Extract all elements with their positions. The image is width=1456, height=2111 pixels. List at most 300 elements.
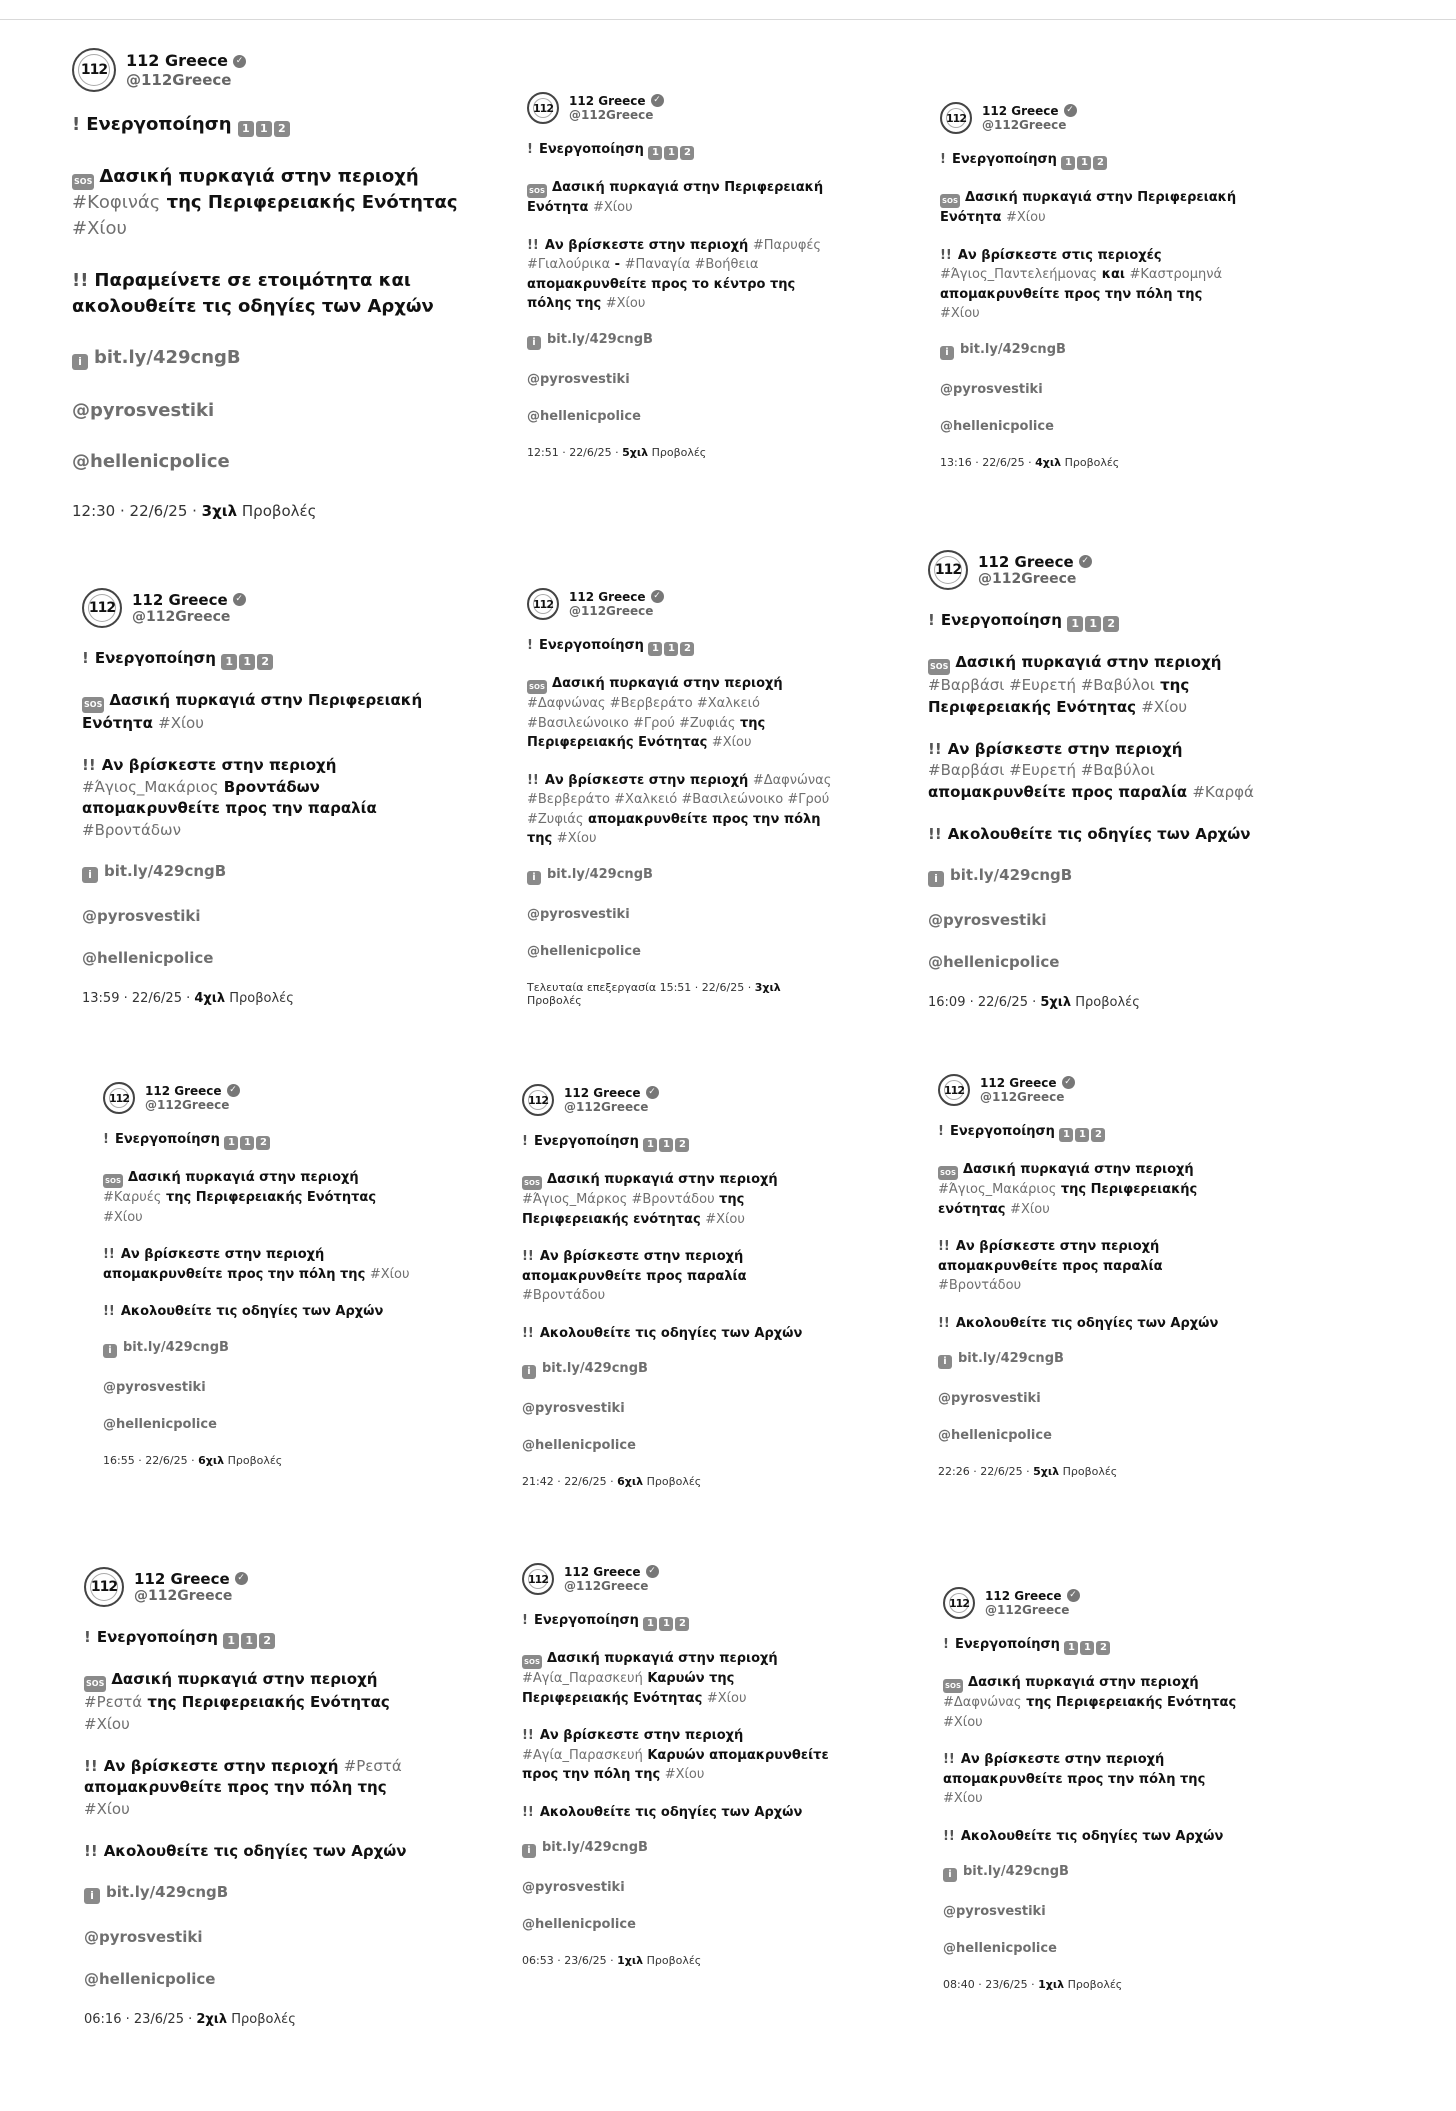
account-handle[interactable]: @112Greece	[145, 1098, 230, 1112]
keycap-icon: 1	[223, 1633, 239, 1649]
warning-text	[522, 1726, 832, 1785]
hashtag-link[interactable]: #Βαρβάσι #Ευρετή #Βαβύλοι	[928, 761, 1155, 780]
account-name-row[interactable]	[569, 94, 664, 108]
mention-pyrosvestiki[interactable]: @pyrosvestiki	[522, 1880, 625, 1895]
activation-line	[940, 150, 1240, 170]
exclamation-icon: !	[928, 611, 935, 629]
post-meta	[943, 1978, 1243, 1991]
text-segment: Δασική πυρκαγιά στην περιοχή	[547, 1172, 778, 1187]
verified-badge-icon: ✓	[651, 94, 664, 107]
hashtag-link[interactable]: #Χίου	[592, 200, 633, 215]
views-count: 2χιλ	[196, 2011, 228, 2027]
account-name-row[interactable]	[978, 553, 1092, 571]
info-link[interactable]	[103, 1340, 413, 1358]
post-meta	[527, 446, 837, 459]
keycap-icon: 1	[1061, 156, 1075, 170]
activation-line	[527, 636, 837, 656]
double-exclamation-icon: !!	[928, 824, 942, 843]
account-name[interactable]: 112 Greece	[564, 1564, 641, 1579]
link-text[interactable]: bit.ly/429cngB	[950, 865, 1073, 884]
views-label: Προβολές	[527, 993, 582, 1007]
warning-text	[84, 1756, 434, 1821]
verified-badge-icon: ✓	[651, 590, 664, 603]
double-exclamation-icon: !!	[928, 739, 942, 758]
post-timestamp[interactable]: 12:51 · 22/6/25 ·	[527, 445, 623, 459]
info-link[interactable]	[938, 1351, 1238, 1369]
post-header	[527, 92, 837, 124]
mention-hellenicpolice[interactable]: @hellenicpolice	[928, 952, 1060, 971]
warning-text	[103, 1245, 413, 1284]
activation-line	[84, 1627, 434, 1649]
follow-text: Ακολουθείτε τις οδηγίες των Αρχών	[947, 824, 1251, 843]
verified-badge-icon: ✓	[1067, 1589, 1080, 1602]
info-link[interactable]	[84, 1883, 434, 1904]
post-9[interactable]	[938, 1074, 1238, 1478]
account-ids	[982, 104, 1077, 133]
account-ids	[134, 1570, 248, 1605]
post-meta	[940, 456, 1240, 469]
account-handle[interactable]: @112Greece	[564, 1579, 649, 1593]
keycap-icon: 2	[675, 1617, 689, 1631]
mention-hellenicpolice[interactable]: @hellenicpolice	[522, 1917, 636, 1932]
activation-line	[928, 610, 1258, 632]
hashtag-link[interactable]: #Χίου	[940, 306, 980, 321]
account-ids	[980, 1076, 1075, 1105]
activation-line	[103, 1130, 413, 1150]
activation-label: Ενεργοποίηση	[114, 1132, 220, 1147]
hashtag-link[interactable]: #Δαφνώνας #Βερβεράτο #Χαλκειό #Βασιλεώνοικο #Γρού #Ζυφιάς	[527, 696, 760, 731]
activation-label: Ενεργοποίηση	[538, 142, 644, 157]
sos-icon: SOS	[527, 680, 547, 694]
keycap-icon: 1	[1080, 1641, 1094, 1655]
text-segment: Αν βρίσκεστε στην περιοχή	[544, 237, 753, 253]
information-icon: i	[103, 1344, 117, 1358]
post-3[interactable]	[940, 102, 1240, 469]
sos-icon: SOS	[928, 659, 950, 675]
hashtag-link[interactable]: #Χίου	[72, 218, 127, 240]
post-timestamp[interactable]: 06:16 · 23/6/25 ·	[84, 2011, 197, 2027]
account-name[interactable]: 112 Greece	[126, 51, 229, 71]
post-header	[938, 1074, 1238, 1106]
post-header	[928, 550, 1258, 590]
info-link[interactable]	[522, 1840, 832, 1858]
avatar[interactable]: 112	[928, 550, 968, 590]
account-handle[interactable]: @112Greece	[132, 608, 231, 625]
post-timestamp[interactable]: 06:53 · 23/6/25 ·	[522, 1954, 618, 1967]
sos-icon: SOS	[940, 194, 960, 208]
sos-icon: SOS	[84, 1676, 106, 1692]
keycap-icon: 2	[257, 654, 273, 670]
post-timestamp[interactable]: 16:09 · 22/6/25 ·	[928, 994, 1041, 1010]
mention-pyrosvestiki[interactable]: @pyrosvestiki	[84, 1927, 203, 1946]
hashtag-link[interactable]: #Καρφά	[1192, 783, 1254, 801]
post-timestamp[interactable]: 12:30 · 22/6/25 ·	[72, 501, 202, 520]
follow-text: Ακολουθείτε τις οδηγίες των Αρχών	[960, 1828, 1224, 1844]
post-timestamp[interactable]: 08:40 · 23/6/25 ·	[943, 1978, 1039, 1991]
mention-hellenicpolice[interactable]: @hellenicpolice	[82, 948, 214, 967]
text-segment: Αν βρίσκεστε στην περιοχή	[544, 772, 753, 788]
exclamation-icon: !	[943, 1637, 949, 1652]
link-text[interactable]: bit.ly/429cngB	[963, 1864, 1069, 1879]
mention-pyrosvestiki[interactable]: @pyrosvestiki	[72, 399, 215, 421]
double-exclamation-icon: !!	[522, 1728, 534, 1743]
post-meta	[72, 502, 472, 520]
hashtag-link[interactable]: #Κοφινάς	[72, 192, 161, 214]
verified-badge-icon: ✓	[1064, 104, 1077, 117]
text-segment: Βροντάδων απομακρυνθείτε προς την παραλία	[82, 777, 377, 818]
double-exclamation-icon: !!	[103, 1247, 115, 1262]
hashtag-link[interactable]: #Άγιος_Μάρκος #Βροντάδου	[522, 1192, 715, 1207]
information-icon: i	[928, 871, 944, 887]
account-name[interactable]: 112 Greece	[982, 103, 1059, 118]
verified-badge-icon: ✓	[233, 55, 246, 68]
hashtag-link[interactable]: #Αγία_Παρασκευή	[522, 1671, 643, 1686]
post-2[interactable]	[527, 92, 837, 459]
mention-hellenicpolice[interactable]: @hellenicpolice	[72, 450, 230, 472]
keycap-icon: 1	[664, 146, 678, 160]
mention-hellenicpolice[interactable]: @hellenicpolice	[522, 1438, 636, 1453]
link-text[interactable]: bit.ly/429cngB	[542, 1840, 648, 1855]
activation-line	[82, 648, 432, 670]
post-6[interactable]	[928, 550, 1258, 1010]
account-ids	[978, 553, 1092, 588]
info-link[interactable]	[940, 342, 1240, 360]
hashtag-link[interactable]: #Χίου	[84, 1714, 130, 1733]
avatar[interactable]: 112	[72, 48, 116, 92]
post-timestamp[interactable]: 21:42 · 22/6/25 ·	[522, 1475, 618, 1488]
double-exclamation-icon: !!	[103, 1304, 115, 1319]
activation-label: Ενεργοποίηση	[96, 1628, 218, 1646]
account-name[interactable]: 112 Greece	[564, 1085, 641, 1100]
hashtag-link[interactable]: #Ρεστά	[343, 1756, 402, 1775]
hashtag-link[interactable]: #Άγιος_Μακάριος	[82, 777, 219, 796]
hashtag-link[interactable]: #Παρυφές #Γιαλούρικα	[527, 237, 822, 272]
views-label: Προβολές	[1067, 1978, 1123, 1991]
post-7[interactable]	[103, 1082, 413, 1467]
hashtag-link[interactable]: #Βαρβάσι #Ευρετή #Βαβύλοι	[928, 676, 1155, 694]
hashtag-link[interactable]: #Χίου	[1141, 697, 1188, 716]
hashtag-link[interactable]: #Δαφνώνας	[943, 1695, 1022, 1710]
hashtag-link[interactable]: #Χίου	[605, 296, 646, 311]
mention-hellenicpolice[interactable]: @hellenicpolice	[938, 1428, 1052, 1443]
hashtag-link[interactable]: #Χίου	[943, 1791, 983, 1806]
hashtag-link[interactable]: #Αγία_Παρασκευή	[522, 1747, 643, 1763]
activation-label: Ενεργοποίηση	[949, 1124, 1055, 1139]
mention-pyrosvestiki[interactable]: @pyrosvestiki	[103, 1379, 206, 1395]
post-timestamp[interactable]: 13:59 · 22/6/25 ·	[82, 990, 195, 1006]
hashtag-link[interactable]: #Χίου	[705, 1211, 745, 1227]
account-name-row[interactable]	[145, 1084, 240, 1098]
text-segment: της Περιφερειακής ενότητας	[938, 1182, 1198, 1217]
double-exclamation-icon: !!	[84, 1841, 98, 1860]
account-name[interactable]: 112 Greece	[145, 1083, 222, 1098]
account-handle[interactable]: @112Greece	[569, 604, 654, 618]
hashtag-link[interactable]: #Δαφνώνας #Βερβεράτο #Χαλκειό #Βασιλεώνοικο #Γρού #Ζυφιάς	[527, 772, 832, 827]
account-handle[interactable]: @112Greece	[564, 1100, 649, 1114]
avatar[interactable]: 112	[943, 1587, 975, 1619]
post-header	[103, 1082, 413, 1114]
activation-line	[527, 140, 837, 160]
account-handle[interactable]: @112Greece	[134, 1587, 233, 1604]
account-name[interactable]: 112 Greece	[134, 1569, 230, 1588]
sos-alert-text	[103, 1168, 413, 1227]
follow-instructions	[522, 1803, 832, 1823]
sos-icon: SOS	[522, 1655, 542, 1669]
activation-label: Ενεργοποίηση	[940, 611, 1062, 629]
mention-hellenicpolice[interactable]: @hellenicpolice	[84, 1969, 216, 1988]
hashtag-link[interactable]: #Χίου	[1005, 210, 1046, 225]
hashtag-link[interactable]: #Βροντάδων	[82, 821, 181, 839]
exclamation-icon: !	[522, 1134, 528, 1149]
exclamation-icon: !	[72, 114, 81, 135]
post-11[interactable]	[522, 1563, 832, 1967]
mention-hellenicpolice[interactable]: @hellenicpolice	[103, 1416, 217, 1432]
avatar[interactable]: 112	[940, 102, 972, 134]
hashtag-link[interactable]: #Καρυές	[103, 1190, 162, 1205]
activation-label: Ενεργοποίηση	[951, 152, 1057, 167]
mention-pyrosvestiki[interactable]: @pyrosvestiki	[82, 906, 201, 925]
account-handle[interactable]: @112Greece	[982, 118, 1067, 132]
account-name[interactable]: 112 Greece	[985, 1588, 1062, 1603]
post-meta	[522, 1475, 832, 1488]
hashtag-link[interactable]: #Βροντάδου	[938, 1278, 1022, 1293]
views-label: Προβολές	[646, 1475, 702, 1488]
hashtag-link[interactable]: #Χίου	[556, 831, 597, 846]
keycap-icon: 1	[240, 1136, 254, 1150]
mention-hellenicpolice[interactable]: @hellenicpolice	[940, 418, 1054, 434]
avatar[interactable]: 112	[522, 1563, 554, 1595]
info-link[interactable]	[928, 866, 1258, 887]
keycap-icon: 1	[643, 1138, 657, 1152]
text-segment: της Περιφερειακής Ενότητας	[161, 1190, 377, 1205]
follow-text: Ακολουθείτε τις οδηγίες των Αρχών	[955, 1315, 1219, 1331]
text-segment: της Περιφερειακής ενότητας	[522, 1192, 745, 1227]
post-4[interactable]	[82, 588, 432, 1006]
activation-label: Ενεργοποίηση	[533, 1134, 639, 1149]
verified-badge-icon: ✓	[227, 1084, 240, 1097]
views-label: Προβολές	[1075, 994, 1140, 1010]
account-ids	[145, 1084, 240, 1113]
post-meta	[527, 981, 837, 1007]
account-name-row[interactable]	[564, 1086, 659, 1100]
views-label: Προβολές	[651, 445, 707, 459]
link-text[interactable]: bit.ly/429cngB	[123, 1339, 229, 1355]
account-handle[interactable]: @112Greece	[980, 1090, 1065, 1104]
follow-text: Ακολουθείτε τις οδηγίες των Αρχών	[103, 1841, 407, 1860]
text-segment: Αν βρίσκεστε στην περιοχή	[539, 1728, 744, 1743]
account-name-row[interactable]	[985, 1589, 1080, 1603]
hashtag-link[interactable]: #Ρεστά	[84, 1693, 143, 1711]
information-icon: i	[527, 336, 541, 350]
account-name-row[interactable]	[980, 1076, 1075, 1090]
activation-line	[522, 1132, 832, 1152]
sos-icon: SOS	[527, 184, 547, 198]
activation-label: Ενεργοποίηση	[94, 649, 216, 667]
keycap-icon: 1	[1077, 156, 1091, 170]
link-text[interactable]: bit.ly/429cngB	[106, 1882, 229, 1901]
info-link[interactable]	[522, 1361, 832, 1379]
link-text[interactable]: bit.ly/429cngB	[94, 346, 241, 368]
hashtag-link[interactable]: #Άγιος_Παντελεήμονας	[940, 267, 1098, 282]
avatar[interactable]: 112	[82, 588, 122, 628]
double-exclamation-icon: !!	[527, 237, 539, 253]
hashtag-link[interactable]: #Χίου	[369, 1266, 410, 1282]
hashtag-link[interactable]: #Χίου	[1010, 1201, 1050, 1217]
link-text[interactable]: bit.ly/429cngB	[104, 861, 227, 880]
post-10[interactable]	[84, 1567, 434, 2027]
verified-badge-icon: ✓	[235, 1572, 248, 1585]
sos-alert-text	[522, 1649, 832, 1708]
hashtag-link[interactable]: #Χίου	[158, 714, 204, 732]
double-exclamation-icon: !!	[72, 270, 89, 292]
hashtag-link[interactable]: #Άγιος_Μακάριος	[938, 1182, 1057, 1197]
keycap-icon: 1	[1067, 616, 1083, 632]
mention-pyrosvestiki[interactable]: @pyrosvestiki	[522, 1401, 625, 1416]
views-label: Προβολές	[646, 1954, 702, 1967]
views-label: Προβολές	[241, 501, 317, 520]
info-link[interactable]	[72, 347, 472, 370]
post-header	[82, 588, 432, 628]
sos-icon: SOS	[103, 1174, 123, 1188]
link-text[interactable]: bit.ly/429cngB	[960, 341, 1066, 357]
hashtag-link[interactable]: #Χίου	[664, 1767, 705, 1782]
verified-badge-icon: ✓	[646, 1565, 659, 1578]
account-name[interactable]: 112 Greece	[978, 552, 1074, 571]
post-timestamp[interactable]: 16:55 · 22/6/25 ·	[103, 1453, 199, 1467]
mention-hellenicpolice[interactable]: @hellenicpolice	[527, 943, 641, 959]
text-segment: Δασική πυρκαγιά στην περιοχή	[547, 1651, 778, 1666]
info-link[interactable]	[527, 332, 837, 350]
information-icon: i	[84, 1888, 100, 1904]
follow-text: Ακολουθείτε τις οδηγίες των Αρχών	[539, 1325, 803, 1341]
avatar[interactable]: 112	[84, 1567, 124, 1607]
keycap-icon: 1	[659, 1138, 673, 1152]
info-link[interactable]	[82, 862, 432, 883]
hashtag-link[interactable]: #Χίου	[103, 1209, 143, 1225]
account-ids	[564, 1565, 659, 1594]
sos-icon: SOS	[943, 1679, 963, 1693]
hashtag-link[interactable]: #Χίου	[943, 1714, 983, 1730]
post-meta	[928, 995, 1258, 1010]
follow-text: Ακολουθείτε τις οδηγίες των Αρχών	[120, 1304, 384, 1319]
account-name-row[interactable]	[126, 51, 246, 70]
warning-text	[82, 755, 432, 842]
exclamation-icon: !	[522, 1613, 528, 1628]
post-timestamp[interactable]: 22:26 · 22/6/25 ·	[938, 1465, 1034, 1478]
mention-hellenicpolice[interactable]: @hellenicpolice	[527, 408, 641, 424]
post-5[interactable]	[527, 588, 837, 1007]
post-timestamp[interactable]: Τελευταία επεξεργασία 15:51 · 22/6/25 ·	[527, 980, 755, 994]
text-segment: Δασική πυρκαγιά στην περιοχή	[99, 166, 419, 188]
views-count: 5χιλ	[1040, 994, 1072, 1010]
post-header	[72, 48, 472, 92]
hashtag-link[interactable]: #Βροντάδου	[522, 1288, 606, 1303]
link-text[interactable]: bit.ly/429cngB	[958, 1351, 1064, 1366]
sos-alert-text	[940, 188, 1240, 228]
account-handle[interactable]: @112Greece	[126, 70, 232, 89]
account-name-row[interactable]	[982, 104, 1077, 118]
avatar[interactable]: 112	[938, 1074, 970, 1106]
post-timestamp[interactable]: 13:16 · 22/6/25 ·	[940, 455, 1036, 469]
follow-instructions	[928, 824, 1258, 846]
post-header	[84, 1567, 434, 1607]
avatar[interactable]: 112	[527, 588, 559, 620]
post-8[interactable]	[522, 1084, 832, 1488]
post-meta	[82, 991, 432, 1006]
hashtag-link[interactable]: #Παναγία #Βοήθεια	[624, 257, 759, 272]
sos-icon: SOS	[938, 1166, 958, 1180]
mention-hellenicpolice[interactable]: @hellenicpolice	[943, 1941, 1057, 1956]
sos-alert-text	[527, 178, 837, 218]
sos-alert-text	[72, 164, 472, 242]
views-label: Προβολές	[229, 990, 294, 1006]
mention-pyrosvestiki[interactable]: @pyrosvestiki	[943, 1904, 1046, 1919]
sos-icon: SOS	[82, 697, 104, 713]
account-name[interactable]: 112 Greece	[980, 1075, 1057, 1090]
keycap-icon: 1	[1064, 1641, 1078, 1655]
hashtag-link[interactable]: #Χίου	[706, 1690, 747, 1706]
account-name[interactable]: 112 Greece	[569, 93, 646, 108]
avatar[interactable]: 112	[527, 92, 559, 124]
info-link[interactable]	[943, 1864, 1243, 1882]
text-segment: και	[1097, 267, 1130, 282]
link-text[interactable]: bit.ly/429cngB	[547, 866, 653, 882]
mention-pyrosvestiki[interactable]: @pyrosvestiki	[938, 1391, 1041, 1406]
mention-pyrosvestiki[interactable]: @pyrosvestiki	[940, 381, 1043, 397]
follow-instructions	[522, 1324, 832, 1344]
text-segment: Αν βρίσκεστε στις περιοχές	[957, 247, 1162, 263]
link-text[interactable]: bit.ly/429cngB	[542, 1361, 648, 1376]
activation-line	[943, 1635, 1243, 1655]
mention-pyrosvestiki[interactable]: @pyrosvestiki	[928, 910, 1047, 929]
text-segment: Δασική πυρκαγιά στην περιοχή	[955, 653, 1222, 671]
account-name-row[interactable]	[569, 590, 664, 604]
sos-alert-text	[522, 1170, 832, 1229]
avatar[interactable]: 112	[103, 1082, 135, 1114]
text-segment: Αν βρίσκεστε στην περιοχή	[103, 1756, 344, 1775]
double-exclamation-icon: !!	[522, 1804, 534, 1820]
hashtag-link[interactable]: #Χίου	[84, 1800, 130, 1818]
info-link[interactable]	[527, 867, 837, 885]
hashtag-link[interactable]: #Καστρομηνά	[1129, 267, 1223, 282]
text-segment: Παραμείνετε σε ετοιμότητα και ακολουθείτε τις οδηγίες των Αρχών	[72, 270, 434, 318]
text-segment: απομακρυνθείτε προς παραλία	[928, 783, 1193, 801]
keycap-icon: 1	[238, 121, 254, 137]
account-handle[interactable]: @112Greece	[985, 1603, 1070, 1617]
avatar[interactable]: 112	[522, 1084, 554, 1116]
account-name-row[interactable]	[134, 1570, 248, 1588]
double-exclamation-icon: !!	[84, 1756, 98, 1775]
text-segment: της Περιφερειακής Ενότητας	[160, 192, 458, 214]
link-text[interactable]: bit.ly/429cngB	[547, 331, 653, 347]
account-name-row[interactable]	[564, 1565, 659, 1579]
views-count: 5χιλ	[622, 445, 649, 459]
text-segment: Αν βρίσκεστε στην περιοχή απομακρυνθείτε προς την πόλη της	[943, 1752, 1206, 1787]
sos-alert-text	[84, 1669, 434, 1736]
account-name-row[interactable]	[132, 591, 246, 609]
hashtag-link[interactable]: #Χίου	[711, 735, 752, 750]
post-1[interactable]	[72, 48, 472, 520]
views-count: 3χιλ	[754, 980, 781, 994]
mention-pyrosvestiki[interactable]: @pyrosvestiki	[527, 371, 630, 387]
post-12[interactable]	[943, 1587, 1243, 1991]
account-name[interactable]: 112 Greece	[132, 590, 228, 609]
double-exclamation-icon: !!	[943, 1752, 955, 1767]
account-handle[interactable]: @112Greece	[569, 108, 654, 122]
account-handle[interactable]: @112Greece	[978, 570, 1077, 587]
account-name[interactable]: 112 Greece	[569, 589, 646, 604]
mention-pyrosvestiki[interactable]: @pyrosvestiki	[527, 906, 630, 922]
